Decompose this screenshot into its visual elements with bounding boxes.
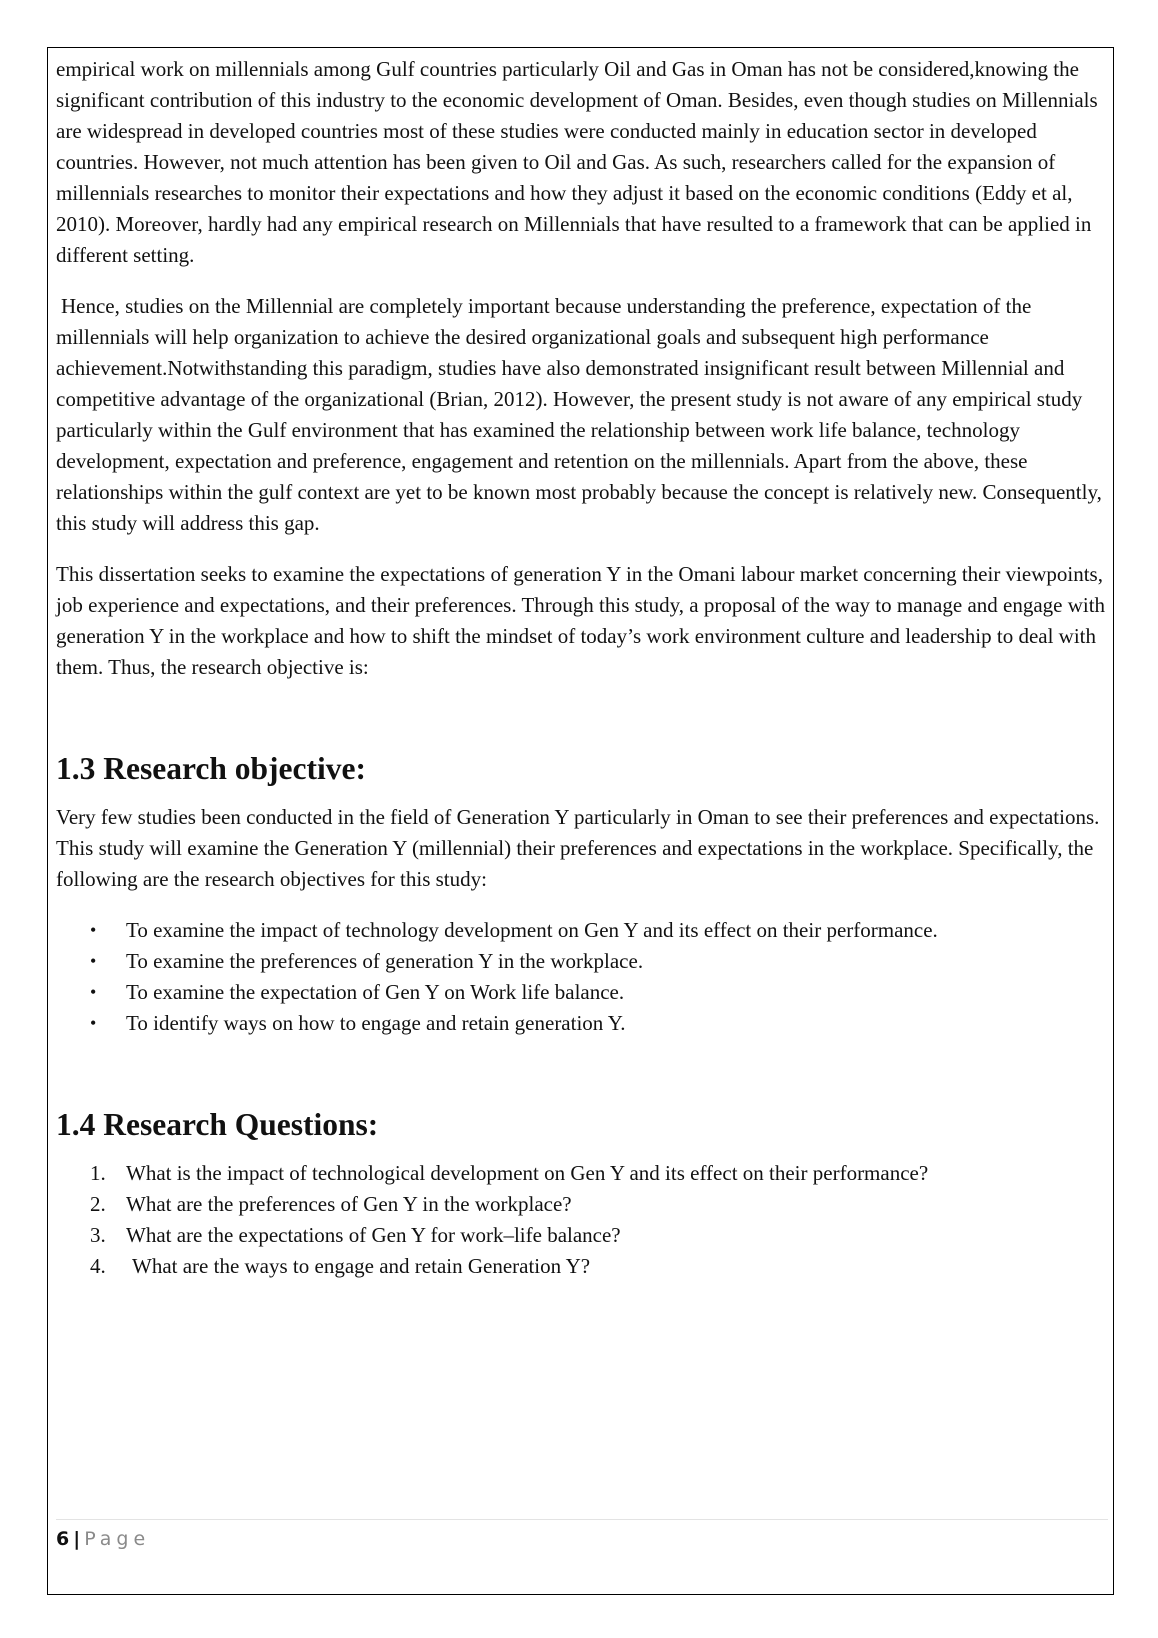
bullet-icon: •: [90, 1013, 97, 1033]
paragraph-1: empirical work on millennials among Gulf countries particularly Oil and Gas in Oman has not be considered,knowing the significant contribution of this industry to the economic development of Oman. Besides, even though studies on Millennials are widespread in developed countries most of these studies were conducted mainly in education sector in developed countries. However, not much attention has been given to Oil and Gas. As such, researchers called for the expansion of millennials researches to monitor their expectations and how they adjust it based on the economic conditions (Eddy et al, 2010). Moreover, hardly had any empirical research on Millennials that have resulted to a framework that can be applied in different setting.: [56, 57, 1098, 267]
question-number: 2.: [90, 1192, 106, 1216]
question-number: 4.: [90, 1254, 106, 1278]
research-objectives-list: [56, 915, 1108, 1039]
page-number: 6: [56, 1528, 70, 1550]
list-item: [56, 977, 1108, 1008]
bullet-icon: •: [90, 920, 97, 940]
page-footer: [56, 1527, 150, 1551]
footer-divider: [56, 1519, 1108, 1520]
question-text: What is the impact of technological development on Gen Y and its effect on their performance?: [126, 1161, 929, 1185]
research-questions-heading: 1.4 Research Questions:: [56, 1107, 379, 1142]
question-text: What are the expectations of Gen Y for work–life balance?: [126, 1223, 621, 1247]
list-item: [56, 1189, 1108, 1220]
page-label: Page: [84, 1528, 151, 1550]
objective-text: To identify ways on how to engage and retain generation Y.: [126, 1011, 626, 1035]
list-item: [56, 1008, 1108, 1039]
question-text: What are the ways to engage and retain Generation Y?: [132, 1254, 591, 1278]
research-questions-list: [56, 1158, 1108, 1282]
question-number: 1.: [90, 1161, 106, 1185]
bullet-icon: •: [90, 982, 97, 1002]
objective-text: To examine the expectation of Gen Y on Work life balance.: [126, 980, 625, 1004]
paragraph-3: This dissertation seeks to examine the expectations of generation Y in the Omani labour market concerning their viewpoints, job experience and expectations, and their preferences. Through this study, a proposal of the way to manage and engage with generation Y in the workplace and how to shift the mindset of today’s work environment culture and leadership to deal with them. Thus, the research objective is:: [56, 562, 1106, 679]
bullet-icon: •: [90, 951, 97, 971]
research-objective-intro: Very few studies been conducted in the field of Generation Y particularly in Oman to see their preferences and expectations. This study will examine the Generation Y (millennial) their preferences and expectations in the workplace. Specifically, the following are the research objectives for this study:: [56, 805, 1100, 891]
list-item: [56, 946, 1108, 977]
document-body: [56, 54, 1108, 1282]
list-item: [56, 915, 1108, 946]
list-item: [56, 1158, 1108, 1189]
question-text: What are the preferences of Gen Y in the workplace?: [126, 1192, 572, 1216]
question-number: 3.: [90, 1223, 106, 1247]
list-item: [56, 1220, 1108, 1251]
paragraph-2: Hence, studies on the Millennial are completely important because understanding the preference, expectation of the millennials will help organization to achieve the desired organizational goals and subsequent high performance achievement.Notwithstanding this paradigm, studies have also demonstrated insignificant result between Millennial and competitive advantage of the organizational (Brian, 2012). However, the present study is not aware of any empirical study particularly within the Gulf environment that has examined the relationship between work life balance, technology development, expectation and preference, engagement and retention on the millennials. Apart from the above, these relationships within the gulf context are yet to be known most probably because the concept is relatively new. Consequently, this study will address this gap.: [56, 294, 1102, 535]
research-objective-heading: 1.3 Research objective:: [56, 751, 366, 786]
objective-text: To examine the preferences of generation Y in the workplace.: [126, 949, 644, 973]
objective-text: To examine the impact of technology development on Gen Y and its effect on their performance.: [126, 918, 938, 942]
list-item: [56, 1251, 1108, 1282]
page-separator: |: [73, 1528, 81, 1550]
